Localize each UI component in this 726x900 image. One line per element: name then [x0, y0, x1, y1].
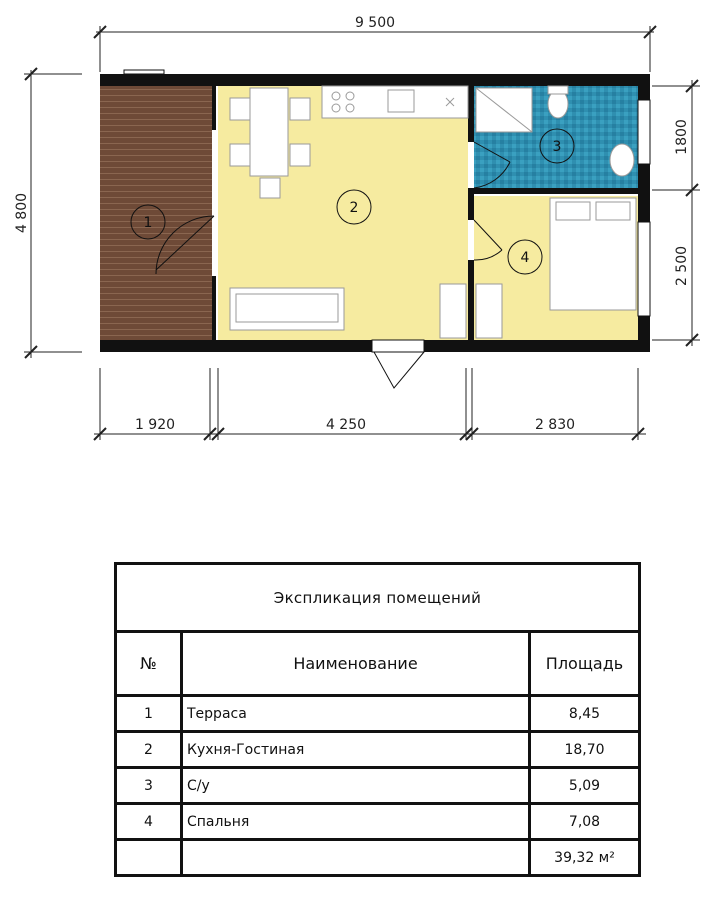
total-area: 39,32 м²: [530, 840, 640, 876]
dining-table: [250, 88, 288, 176]
total-empty-cell: [116, 840, 182, 876]
hob-icon: [332, 104, 340, 112]
wardrobe: [440, 284, 466, 338]
dim-overall-height: 4 800: [14, 192, 30, 234]
room-number: 1: [143, 215, 153, 231]
table-row: [116, 768, 640, 804]
table-row: [116, 696, 640, 732]
table-row: [116, 732, 640, 768]
row-num: 2: [116, 732, 182, 768]
hob-icon: [346, 92, 354, 100]
room-number: 2: [349, 200, 359, 216]
chair: [230, 98, 250, 120]
entry-door: [374, 352, 424, 388]
dim-overall-width: 9 500: [354, 15, 396, 31]
row-name: С/у: [182, 768, 530, 804]
dim-bath-height: 1800: [674, 119, 690, 155]
row-name: Терраса: [182, 696, 530, 732]
dim-bedroom-width: 2 830: [534, 417, 576, 433]
header-area: Площадь: [530, 632, 640, 696]
terrace-deck: [100, 86, 212, 340]
chair: [260, 178, 280, 198]
chair: [290, 98, 310, 120]
row-area: 18,70: [530, 732, 640, 768]
row-area: 5,09: [530, 768, 640, 804]
dim-terrace-width: 1 920: [134, 417, 176, 433]
header-num: №: [116, 632, 182, 696]
sink-icon: [388, 90, 414, 112]
dim-living-width: 4 250: [325, 417, 367, 433]
chair: [230, 144, 250, 166]
row-num: 1: [116, 696, 182, 732]
room-number: 4: [520, 250, 530, 266]
table-title: Экспликация помещений: [116, 564, 640, 632]
row-area: 7,08: [530, 804, 640, 840]
table-row: [116, 804, 640, 840]
chair: [290, 144, 310, 166]
row-name: Спальня: [182, 804, 530, 840]
header-name: Наименование: [182, 632, 530, 696]
row-name: Кухня-Гостиная: [182, 732, 530, 768]
explication-table: [114, 562, 641, 877]
room-number: 3: [552, 139, 562, 155]
row-num: 4: [116, 804, 182, 840]
row-area: 8,45: [530, 696, 640, 732]
hob-icon: [332, 92, 340, 100]
table-total-row: [116, 840, 640, 876]
dim-bedroom-height: 2 500: [674, 245, 690, 287]
hob-icon: [346, 104, 354, 112]
total-empty-cell: [182, 840, 530, 876]
wardrobe: [476, 284, 502, 338]
washbasin-icon: [610, 144, 634, 176]
row-num: 3: [116, 768, 182, 804]
